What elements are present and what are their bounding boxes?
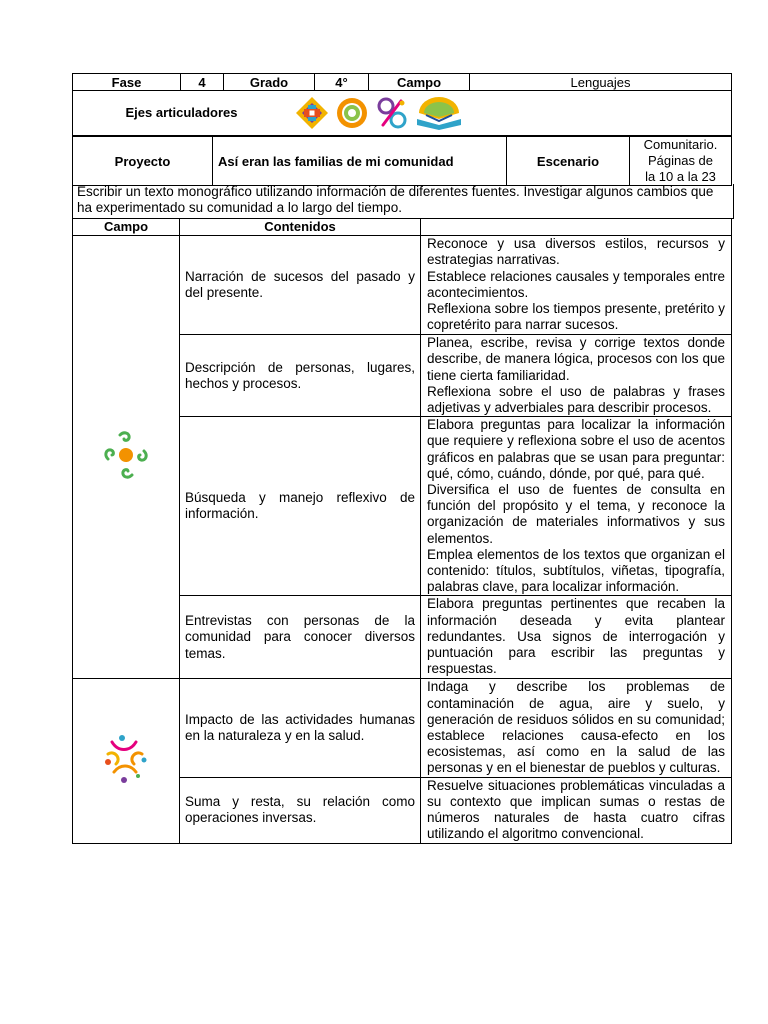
campo-cell	[73, 679, 180, 843]
interculturalidad-icon	[374, 95, 410, 131]
pensamiento-critico-icon	[334, 95, 370, 131]
aprendizaje-text: Resuelve situaciones problemáticas vinculadas a su contexto que implican sumas o restas de números naturales de hasta cuatro cifras utilizando el algoritmo convencional.	[427, 777, 725, 842]
escenario-line: Páginas de	[647, 153, 714, 168]
escenario-line: Comunitario.	[643, 137, 718, 152]
ejes-icons	[294, 95, 464, 131]
aprendizaje-text: Diversifica el uso de fuentes de consulta en función del propósito y el tema, y reconoce la organización de materiales informativos y sus elementos.	[427, 482, 725, 546]
table-row	[73, 236, 732, 335]
grado-label: Grado	[224, 74, 315, 91]
aprendizaje-text: Reconoce y usa diversos estilos, recursos y estrategias narrativas.	[427, 236, 725, 268]
aprendizaje-cell	[421, 777, 732, 843]
proyecto-table	[72, 136, 732, 186]
aprendizaje-text: Indaga y describe los problemas de contaminación de agua, aire y suelo, y generación de residuos sólidos en su comunidad; establece relaciones causa-efecto en los ecosistemas, así como en la salud de las personas y en el bienestar de pueblos y culturas.	[427, 679, 725, 776]
aprendizaje-text: Elabora preguntas pertinentes que recaben la información deseada y evita plantear redundantes. Usa signos de interrogación y puntuación para escribir las preguntas y respuestas.	[427, 596, 725, 677]
contenido-cell: Narración de sucesos del pasado y del presente.	[180, 236, 421, 335]
contenido-cell: Búsqueda y manejo reflexivo de información.	[180, 417, 421, 596]
contenido-cell: Descripción de personas, lugares, hechos y procesos.	[180, 335, 421, 417]
aprendizaje-cell	[421, 236, 732, 335]
proyecto-label: Proyecto	[73, 137, 213, 186]
aprendizaje-cell	[421, 335, 732, 417]
aprendizaje-cell	[421, 679, 732, 777]
campo-label: Campo	[369, 74, 470, 91]
table-row	[73, 679, 732, 777]
aprendizaje-text: Planea, escribe, revisa y corrige textos donde describe, de manera lógica, procesos con los que tiene cierta familiaridad.	[427, 335, 725, 383]
campo-cell	[73, 236, 180, 679]
header-table	[72, 73, 732, 91]
project-description: Escribir un texto monográfico utilizando información de diferentes fuentes. Investigar algunos cambios que ha experimentado su comunidad a lo largo del tiempo.	[72, 184, 734, 219]
col-header-campo: Campo	[73, 219, 180, 236]
aprendizaje-cell	[421, 417, 732, 596]
contenidos-table	[72, 218, 732, 844]
col-header-aprendizajes	[421, 219, 732, 236]
contenido-cell: Impacto de las actividades humanas en la naturaleza y en la salud.	[180, 679, 421, 777]
grado-value: 4°	[315, 74, 369, 91]
escenario-value	[630, 137, 732, 186]
fase-label: Fase	[73, 74, 181, 91]
lenguajes-campo-icon	[102, 429, 150, 481]
contenido-cell: Suma y resta, su relación como operaciones inversas.	[180, 777, 421, 843]
proyecto-title: Así eran las familias de mi comunidad	[213, 137, 507, 186]
escenario-line: la 10 a la 23	[645, 169, 716, 184]
aprendizaje-text: Elabora preguntas para localizar la información que requiere y reflexiona sobre el uso de acentos gráficos en palabras que se usan para preguntar: qué, cómo, cuándo, dónde, por qué, para qué.	[427, 417, 725, 481]
fase-value: 4	[181, 74, 224, 91]
inclusion-icon	[294, 95, 330, 131]
ejes-row	[72, 90, 732, 136]
escenario-label: Escenario	[507, 137, 630, 186]
aprendizaje-text: Emplea elementos de los textos que organizan el contenido: títulos, subtítulos, viñetas, tipografía, palabras clave, para localizar información.	[427, 546, 725, 595]
ejes-label: Ejes articuladores	[125, 105, 238, 120]
saberes-campo-icon	[100, 732, 152, 786]
aprendizaje-text: Establece relaciones causales y temporales entre acontecimientos.	[427, 268, 725, 300]
contenido-cell: Entrevistas con personas de la comunidad para conocer diversos temas.	[180, 596, 421, 679]
col-header-contenidos: Contenidos	[180, 219, 421, 236]
lectura-icon	[414, 95, 464, 131]
aprendizaje-cell	[421, 596, 732, 679]
aprendizaje-text: Reflexiona sobre los tiempos presente, pretérito y copretérito para narrar sucesos.	[427, 301, 725, 333]
aprendizaje-text: Reflexiona sobre el uso de palabras y frases adjetivas y adverbiales para describir procesos.	[427, 383, 725, 416]
campo-value: Lenguajes	[470, 74, 732, 91]
